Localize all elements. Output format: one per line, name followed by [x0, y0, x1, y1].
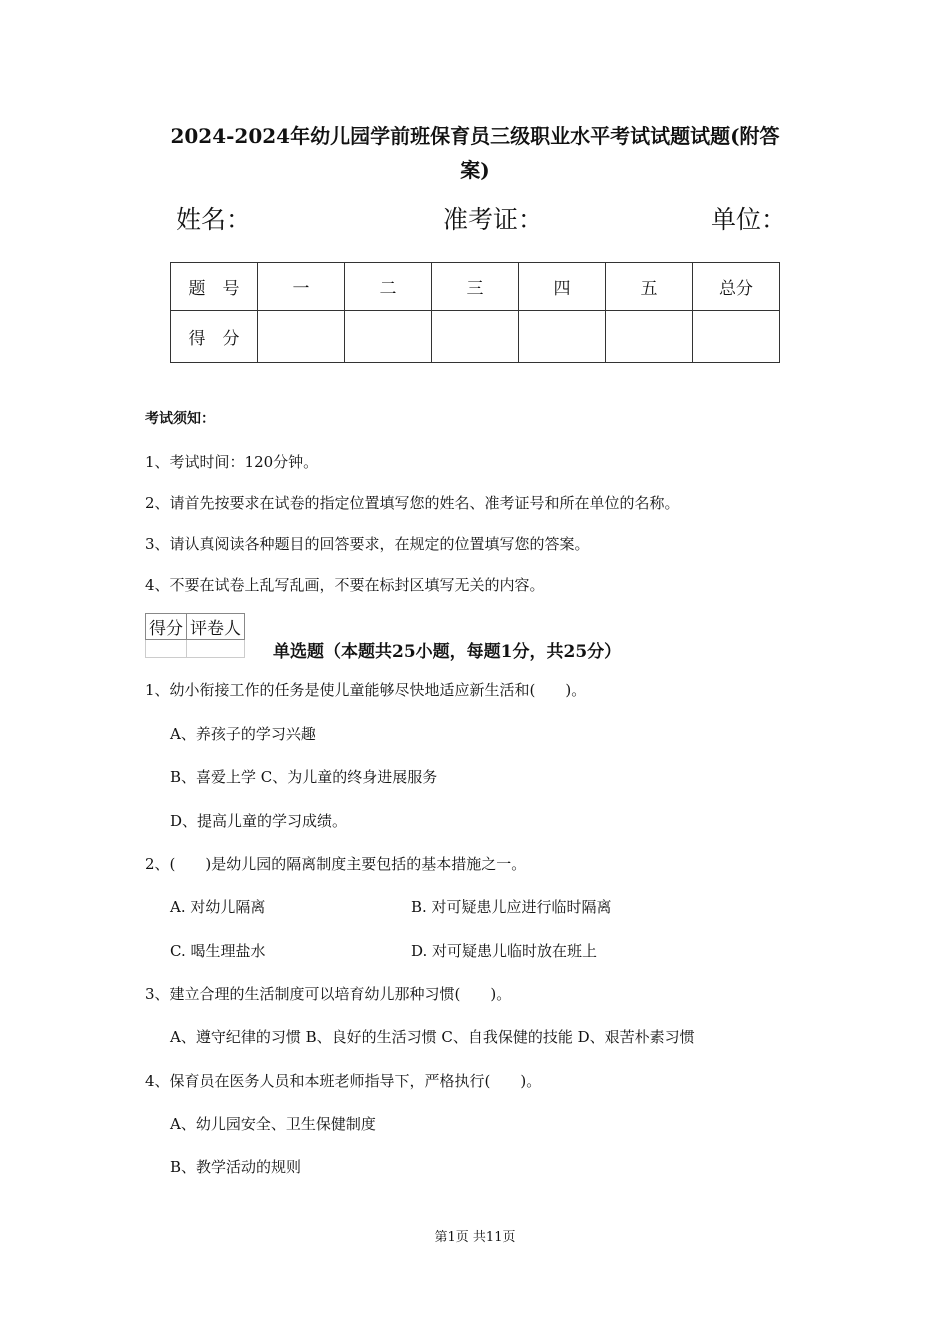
page-footer: 第1页 共11页 [434, 1230, 516, 1245]
grader-name-label: 评卷人 [187, 614, 245, 640]
score-input-cell[interactable] [606, 311, 693, 363]
question-1-option-a: A、养孩子的学习兴趣 [170, 725, 316, 743]
exam-notes-heading: 考试须知： [145, 411, 215, 427]
section-4-cell: 四 [519, 263, 606, 311]
grader-score-label: 得分 [146, 614, 187, 640]
unit-label: 单位： [711, 205, 787, 234]
question-2-option-d: D. 对可疑患儿临时放在班上 [411, 942, 598, 960]
score-table-score-row [171, 311, 780, 363]
question-3: 3、建立合理的生活制度可以培育幼儿那种习惯( )。 [145, 985, 512, 1003]
question-4-option-a: A、幼儿园安全、卫生保健制度 [170, 1115, 376, 1133]
question-2: 2、( )是幼儿园的隔离制度主要包括的基本措施之一。 [145, 855, 527, 873]
section-5-cell: 五 [606, 263, 693, 311]
score-input-cell[interactable] [345, 311, 432, 363]
exam-note-item: 2、请首先按要求在试卷的指定位置填写您的姓名、准考证号和所在单位的名称。 [145, 494, 680, 512]
grader-box [145, 613, 245, 658]
score-table [170, 262, 780, 363]
question-2-option-a: A. 对幼儿隔离 [170, 898, 266, 916]
exam-note-item: 4、不要在试卷上乱写乱画，不要在标封区填写无关的内容。 [145, 576, 545, 594]
question-1-option-d: D、提高儿童的学习成绩。 [170, 812, 348, 830]
question-1-option-bc: B、喜爱上学 C、为儿童的终身进展服务 [170, 768, 438, 786]
question-2-option-c: C. 喝生理盐水 [170, 942, 266, 960]
exam-note-item: 3、请认真阅读各种题目的回答要求，在规定的位置填写您的答案。 [145, 535, 590, 553]
page-title-line2: 案) [460, 158, 490, 182]
question-4-option-b: B、教学活动的规则 [170, 1158, 302, 1176]
name-label: 姓名： [176, 205, 252, 234]
exam-number-label: 准考证： [443, 205, 544, 234]
grader-name-cell[interactable] [187, 640, 245, 658]
question-4: 4、保育员在医务人员和本班老师指导下，严格执行( )。 [145, 1072, 542, 1090]
grader-score-cell[interactable] [146, 640, 187, 658]
score-input-cell[interactable] [258, 311, 345, 363]
section-3-cell: 三 [432, 263, 519, 311]
total-score-cell: 总分 [693, 263, 780, 311]
exam-note-item: 1、考试时间：120分钟。 [145, 453, 319, 471]
score-input-cell[interactable] [519, 311, 606, 363]
section-2-cell: 二 [345, 263, 432, 311]
page-title-line1: 2024-2024年幼儿园学前班保育员三级职业水平考试试题试题(附答 [170, 124, 780, 148]
score-input-cell[interactable] [693, 311, 780, 363]
score-label-cell: 得 分 [171, 311, 258, 363]
question-3-options: A、遵守纪律的习惯 B、良好的生活习惯 C、自我保健的技能 D、艰苦朴素习惯 [170, 1028, 695, 1046]
question-number-cell: 题 号 [171, 263, 258, 311]
question-1: 1、幼小衔接工作的任务是使儿童能够尽快地适应新生活和( )。 [145, 681, 587, 699]
section-1-cell: 一 [258, 263, 345, 311]
score-input-cell[interactable] [432, 311, 519, 363]
section-title: 单选题（本题共25小题，每题1分，共25分） [273, 642, 622, 662]
question-2-option-b: B. 对可疑患儿应进行临时隔离 [411, 898, 612, 916]
score-table-header-row [171, 263, 780, 311]
